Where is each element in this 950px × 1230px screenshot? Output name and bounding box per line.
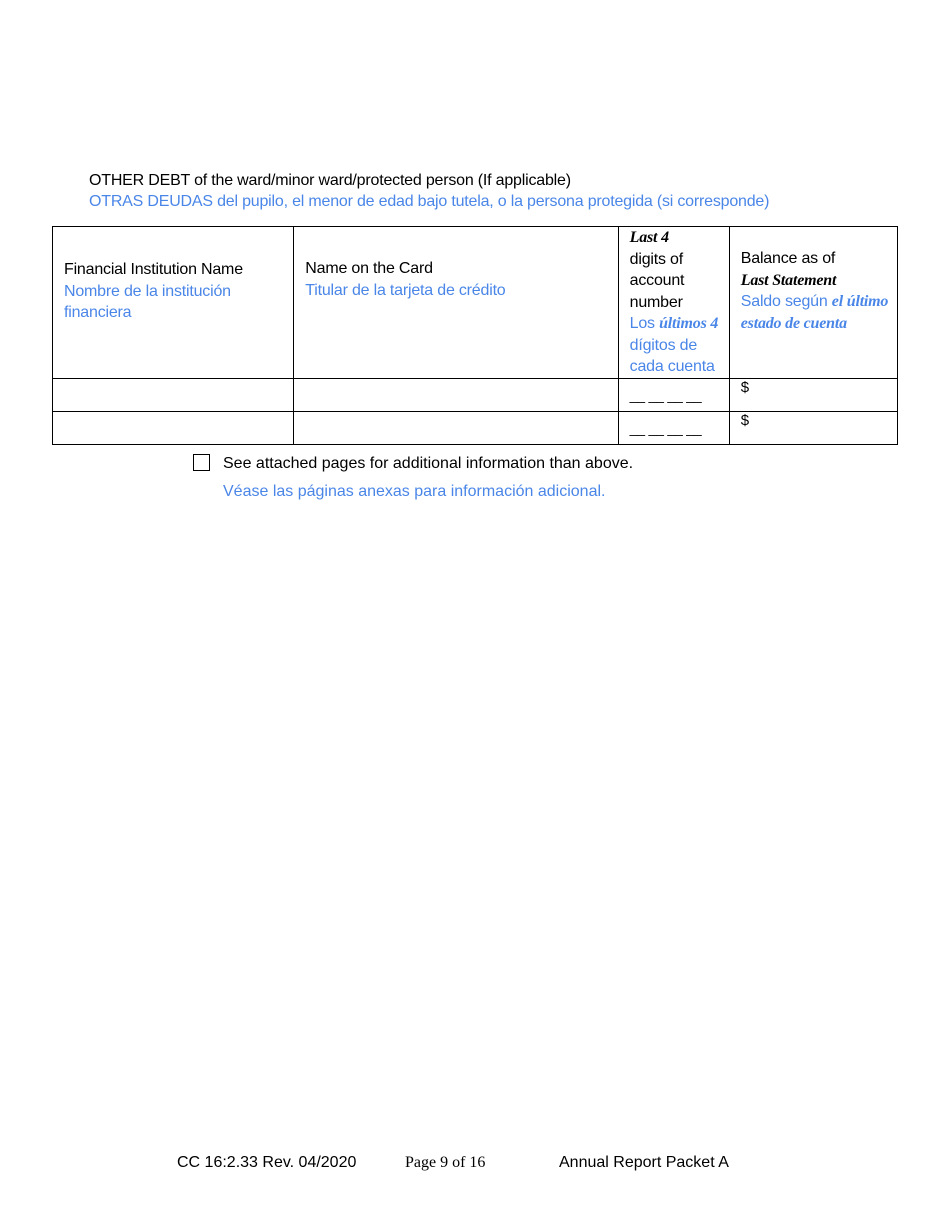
other-debt-table xyxy=(52,226,898,445)
es-post: dígitos de cada cuenta xyxy=(629,336,715,375)
title-es-caps: OTRAS DEUDAS xyxy=(89,193,213,210)
header-card-name-es: Titular de la tarjeta de crédito xyxy=(305,281,506,299)
balance-input[interactable]: $ xyxy=(729,378,897,411)
es-bold: últimos 4 xyxy=(659,315,719,332)
footer-form-id: CC 16:2.33 Rev. 04/2020 xyxy=(177,1154,357,1171)
header-balance-en: Balance as of xyxy=(740,250,836,267)
footer-packet-name: Annual Report Packet A xyxy=(559,1154,729,1171)
footer-page-number: Page 9 of 16 xyxy=(405,1154,486,1171)
title-es-rest: del pupilo, el menor de edad bajo tutela, o la persona protegida (si corresponde) xyxy=(212,193,770,210)
last4-input[interactable]: __ __ __ __ xyxy=(618,378,729,411)
attached-pages-label-es: Véase las páginas anexas para información adicional. xyxy=(223,483,606,500)
header-balance-bold: Last Statement xyxy=(740,271,837,289)
header-institution-es: Nombre de la institución financiera xyxy=(64,282,231,321)
header-last4-es xyxy=(630,313,725,378)
header-last4-bold: Last 4 xyxy=(629,229,669,246)
header-card-name-en: Name on the Card xyxy=(305,260,433,278)
card-name-input[interactable] xyxy=(294,411,618,444)
table-row xyxy=(53,411,898,444)
institution-input[interactable] xyxy=(53,378,294,411)
attached-pages-checkbox[interactable] xyxy=(193,454,210,471)
last4-input[interactable]: __ __ __ __ xyxy=(618,411,729,444)
balance-input[interactable]: $ xyxy=(729,411,897,444)
header-last4 xyxy=(618,227,729,379)
attached-pages-label-en: See attached pages for additional information than above. xyxy=(223,455,634,472)
title-en-rest: of the ward/minor ward/protected person (If applicable) xyxy=(189,172,571,189)
header-last4-en: digits of account number xyxy=(629,250,685,311)
es-text: Saldo según xyxy=(740,293,832,310)
institution-input[interactable] xyxy=(53,411,294,444)
title-en-caps: OTHER DEBT xyxy=(89,172,190,189)
header-balance xyxy=(729,227,897,379)
table-header-row xyxy=(53,227,898,379)
section-title xyxy=(89,170,769,212)
es-pre: Los xyxy=(629,315,660,332)
header-balance-es xyxy=(741,291,891,334)
header-card-name xyxy=(294,227,618,379)
card-name-input[interactable] xyxy=(294,378,618,411)
es-bold: el último estado de cuenta xyxy=(740,293,889,332)
header-institution xyxy=(53,227,294,379)
header-institution-en: Financial Institution Name xyxy=(64,261,243,278)
section-title-en xyxy=(89,170,769,191)
section-title-es xyxy=(89,191,769,212)
table-row xyxy=(53,378,898,411)
